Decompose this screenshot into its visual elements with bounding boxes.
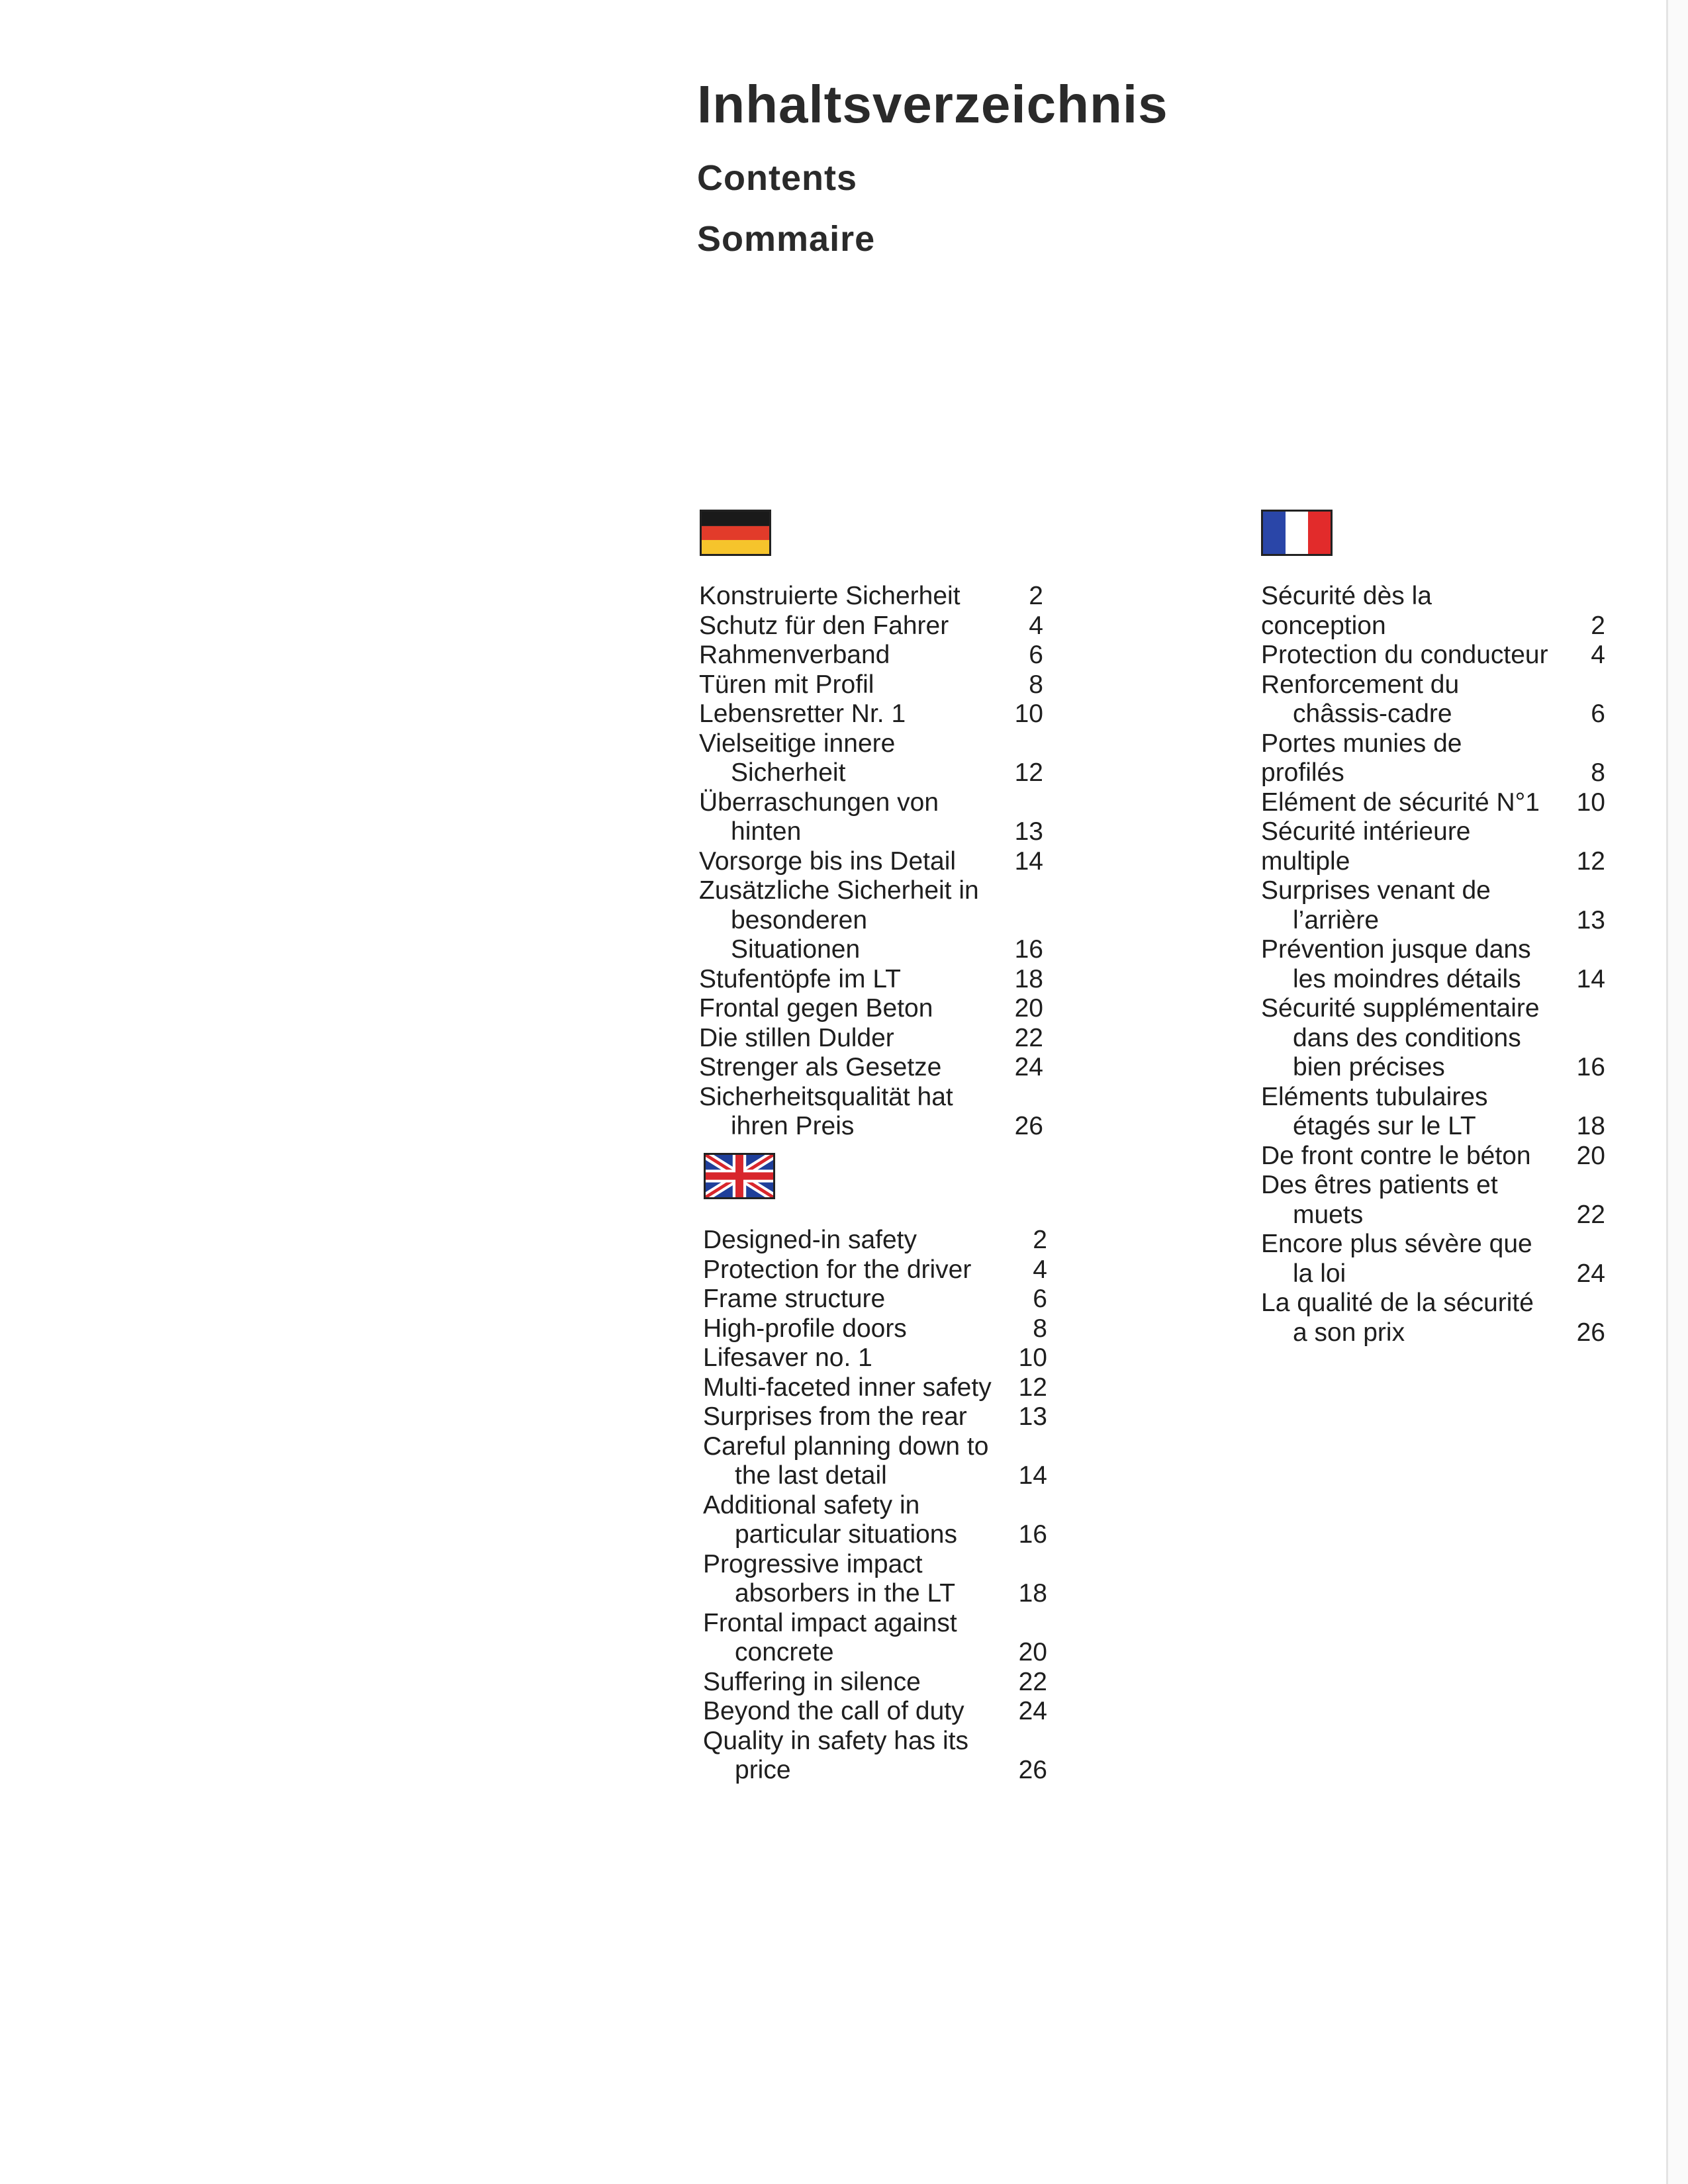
toc-entry-title-continued: concrete — [735, 1638, 834, 1666]
toc-entry-title: Suffering in silence — [703, 1667, 921, 1696]
toc-english — [703, 1226, 1047, 1786]
toc-entry-title: De front contre le béton — [1261, 1141, 1531, 1170]
toc-entry-page: 24 — [1576, 1259, 1605, 1288]
toc-entry-title: Surprises venant de — [1261, 876, 1491, 905]
toc-entry-title: Vorsorge bis ins Detail — [699, 846, 957, 876]
toc-entry-page: 10 — [1576, 788, 1605, 817]
toc-entry-title-continued: a son prix — [1293, 1318, 1405, 1347]
toc-entry-title: Quality in safety has its — [703, 1726, 969, 1755]
toc-entry-title-continued: Sicherheit — [731, 758, 846, 787]
toc-entry[interactable] — [703, 1727, 1047, 1786]
toc-entry-title: Konstruierte Sicherheit — [699, 582, 961, 610]
toc-entry-title: Rahmenverband — [699, 641, 890, 669]
toc-entry-page: 22 — [1576, 1200, 1605, 1229]
toc-entry-title: Lifesaver no. 1 — [703, 1343, 872, 1372]
toc-entry[interactable] — [703, 1402, 1047, 1432]
toc-entry[interactable] — [703, 1609, 1047, 1668]
toc-entry[interactable] — [699, 994, 1043, 1024]
toc-entry[interactable] — [1261, 1171, 1605, 1230]
toc-entry[interactable] — [699, 788, 1043, 847]
toc-entry-page: 20 — [1018, 1638, 1047, 1666]
toc-entry[interactable] — [1261, 935, 1605, 994]
toc-entry[interactable] — [1261, 1142, 1605, 1171]
toc-entry-page: 12 — [1014, 758, 1043, 787]
toc-entry[interactable] — [1261, 788, 1605, 818]
toc-entry-page: 22 — [1014, 1023, 1043, 1052]
toc-entry-page: 10 — [1014, 700, 1043, 728]
toc-entry-title-continued: bien précises — [1293, 1053, 1445, 1081]
toc-entry-title: Stufentöpfe im LT — [699, 964, 901, 993]
title-german: Inhaltsverzeichnis — [697, 75, 1168, 134]
toc-entry-title: Sécurité dès la conception — [1261, 582, 1432, 640]
toc-entry-page: 14 — [1018, 1461, 1047, 1490]
toc-entry[interactable] — [1261, 876, 1605, 935]
toc-entry-page: 4 — [1029, 611, 1043, 640]
toc-entry-title-continued: price — [735, 1756, 791, 1784]
uk-flag-icon — [704, 1153, 775, 1199]
toc-entry-page: 13 — [1014, 817, 1043, 846]
toc-entry-title: Sécurité supplémentaire — [1261, 994, 1540, 1023]
toc-entry-title: Eléments tubulaires — [1261, 1082, 1488, 1111]
toc-entry[interactable] — [699, 965, 1043, 995]
german-flag-icon — [700, 510, 771, 556]
toc-entry-page: 13 — [1576, 905, 1605, 934]
toc-entry-page: 20 — [1576, 1141, 1605, 1170]
toc-entry-page: 18 — [1576, 1112, 1605, 1140]
toc-entry-title: Multi-faceted inner safety — [703, 1373, 992, 1402]
toc-entry-title-continued: la loi — [1293, 1259, 1346, 1288]
toc-entry-title-continued: étagés sur le LT — [1293, 1112, 1476, 1140]
toc-entry[interactable] — [1261, 1230, 1605, 1289]
toc-entry-title-continued: dans des conditions — [1293, 1023, 1521, 1052]
toc-entry[interactable] — [699, 582, 1043, 612]
toc-entry[interactable] — [699, 641, 1043, 670]
toc-entry-title-continued: the last detail — [735, 1461, 887, 1490]
toc-entry[interactable] — [703, 1255, 1047, 1285]
toc-entry-title: Überraschungen von — [699, 788, 939, 817]
toc-entry-title: Sécurité intérieure multiple — [1261, 817, 1471, 876]
toc-entry[interactable] — [1261, 729, 1605, 788]
toc-entry-page: 6 — [1591, 700, 1605, 728]
toc-entry-page: 20 — [1014, 994, 1043, 1023]
toc-entry-page: 16 — [1014, 935, 1043, 964]
toc-entry-title-continued: l’arrière — [1293, 905, 1380, 934]
toc-entry[interactable] — [699, 670, 1043, 700]
toc-entry-page: 4 — [1033, 1255, 1047, 1284]
toc-entry[interactable] — [703, 1343, 1047, 1373]
toc-entry-title: High-profile doors — [703, 1314, 907, 1343]
toc-entry-page: 2 — [1033, 1226, 1047, 1254]
toc-german — [699, 582, 1043, 1142]
french-flag-icon — [1261, 510, 1333, 556]
toc-entry[interactable] — [703, 1373, 1047, 1403]
toc-entry[interactable] — [703, 1432, 1047, 1491]
toc-entry-page: 6 — [1033, 1285, 1047, 1313]
toc-entry-page: 16 — [1018, 1520, 1047, 1549]
toc-entry-title: Designed-in safety — [703, 1226, 917, 1254]
toc-entry[interactable] — [1261, 1083, 1605, 1142]
toc-entry-title-continued: hinten — [731, 817, 802, 846]
toc-entry-page: 18 — [1018, 1579, 1047, 1608]
page-edge — [1666, 0, 1688, 2184]
toc-entry-title: Additional safety in — [703, 1490, 920, 1520]
toc-entry[interactable] — [699, 847, 1043, 877]
toc-entry-title: Elément de sécurité N°1 — [1261, 788, 1540, 817]
toc-entry-title: Sicherheitsqualität hat — [699, 1082, 953, 1111]
toc-entry-page: 18 — [1014, 964, 1043, 993]
toc-entry-title-continued: absorbers in the LT — [735, 1579, 956, 1608]
toc-entry-title: Protection for the driver — [703, 1255, 972, 1284]
toc-entry-page: 8 — [1029, 670, 1043, 699]
toc-french — [1261, 582, 1605, 1347]
toc-entry[interactable] — [699, 1053, 1043, 1083]
toc-entry[interactable] — [699, 612, 1043, 641]
toc-entry-title-continued: ihren Preis — [731, 1112, 855, 1140]
toc-entry-title: Encore plus sévère que — [1261, 1230, 1532, 1258]
toc-entry-page: 16 — [1576, 1053, 1605, 1081]
toc-entry-title: Prévention jusque dans — [1261, 935, 1531, 964]
toc-entry-page: 22 — [1018, 1667, 1047, 1696]
toc-entry[interactable] — [1261, 582, 1605, 641]
toc-entry-title-continued: les moindres détails — [1293, 964, 1521, 993]
toc-entry-page: 2 — [1591, 611, 1605, 640]
toc-entry-title: Frontal gegen Beton — [699, 994, 933, 1023]
toc-entry[interactable] — [703, 1285, 1047, 1314]
toc-entry-title: Strenger als Gesetze — [699, 1053, 942, 1081]
title-english: Contents — [697, 158, 857, 198]
toc-entry[interactable] — [699, 1024, 1043, 1054]
toc-entry[interactable] — [703, 1226, 1047, 1255]
toc-entry-page: 24 — [1018, 1697, 1047, 1725]
toc-entry-title: Vielseitige innere — [699, 729, 896, 758]
toc-entry-title-continued: châssis-cadre — [1293, 700, 1452, 728]
toc-entry-page: 12 — [1018, 1373, 1047, 1402]
toc-entry-title: Frontal impact against — [703, 1608, 957, 1637]
toc-entry-title: Beyond the call of duty — [703, 1697, 964, 1725]
toc-entry-page: 8 — [1033, 1314, 1047, 1343]
toc-entry-page: 6 — [1029, 641, 1043, 669]
toc-entry-page: 12 — [1576, 846, 1605, 876]
toc-entry-page: 14 — [1014, 846, 1043, 876]
toc-entry-title: Frame structure — [703, 1285, 886, 1313]
toc-entry[interactable] — [1261, 994, 1605, 1083]
toc-entry-title-continued: muets — [1293, 1200, 1364, 1229]
toc-entry-title: Die stillen Dulder — [699, 1023, 894, 1052]
toc-entry[interactable] — [703, 1550, 1047, 1609]
toc-entry-title: Schutz für den Fahrer — [699, 611, 949, 640]
toc-entry-page: 26 — [1014, 1112, 1043, 1140]
toc-entry-page: 13 — [1018, 1402, 1047, 1431]
title-french: Sommaire — [697, 219, 876, 259]
toc-entry-title: Des êtres patients et — [1261, 1171, 1498, 1199]
toc-entry-title: Protection du conducteur — [1261, 641, 1548, 669]
toc-entry-page: 2 — [1029, 582, 1043, 610]
toc-entry[interactable] — [1261, 641, 1605, 670]
toc-entry-page: 26 — [1576, 1318, 1605, 1347]
toc-entry-page: 26 — [1018, 1756, 1047, 1784]
toc-entry[interactable] — [699, 729, 1043, 788]
toc-entry[interactable] — [1261, 1289, 1605, 1347]
toc-entry[interactable] — [699, 1083, 1043, 1142]
toc-entry-page: 14 — [1576, 964, 1605, 993]
toc-entry-page: 4 — [1591, 641, 1605, 669]
toc-entry[interactable] — [703, 1491, 1047, 1550]
toc-entry[interactable] — [703, 1697, 1047, 1727]
toc-entry[interactable] — [703, 1668, 1047, 1698]
toc-entry[interactable] — [1261, 670, 1605, 729]
toc-entry-page: 10 — [1018, 1343, 1047, 1372]
toc-entry-title: Surprises from the rear — [703, 1402, 967, 1431]
toc-entry-title: Renforcement du — [1261, 670, 1460, 699]
toc-entry[interactable] — [699, 700, 1043, 729]
toc-entry-title: Careful planning down to — [703, 1432, 989, 1461]
toc-entry-title-continued: particular situations — [735, 1520, 957, 1549]
toc-entry-title: La qualité de la sécurité — [1261, 1289, 1534, 1317]
toc-entry-title: Türen mit Profil — [699, 670, 874, 699]
toc-entry-title: Zusätzliche Sicherheit in — [699, 876, 979, 905]
toc-entry-title: Progressive impact — [703, 1549, 923, 1578]
toc-entry[interactable] — [703, 1314, 1047, 1344]
toc-entry[interactable] — [1261, 817, 1605, 876]
toc-entry-title: Lebensretter Nr. 1 — [699, 700, 906, 728]
toc-entry-title-continued: besonderen Situationen — [731, 905, 868, 964]
toc-entry[interactable] — [699, 876, 1043, 965]
toc-entry-page: 24 — [1014, 1053, 1043, 1081]
toc-entry-page: 8 — [1591, 758, 1605, 787]
toc-entry-title: Portes munies de profilés — [1261, 729, 1462, 787]
